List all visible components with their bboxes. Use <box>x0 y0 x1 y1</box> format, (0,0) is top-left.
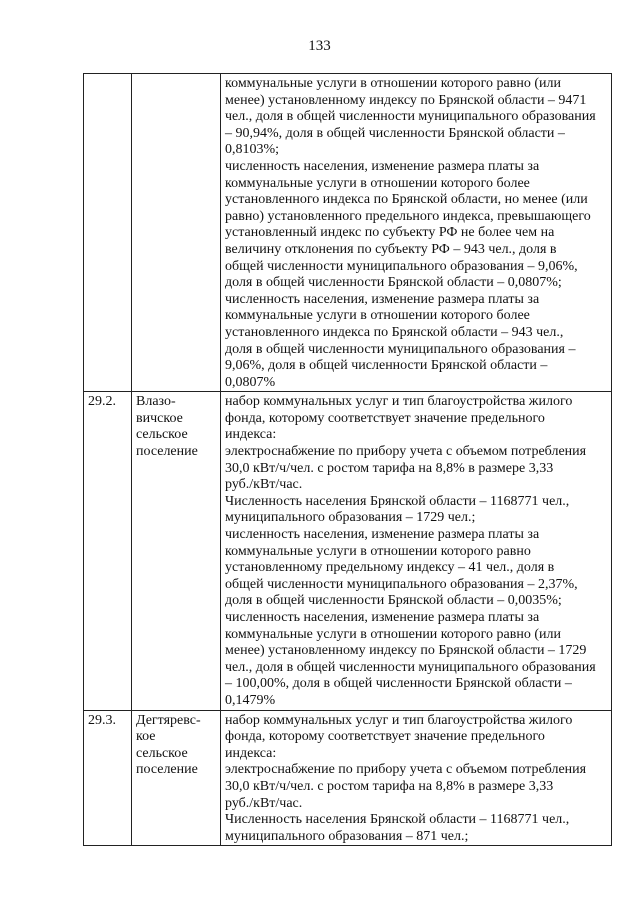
description-line: 0,0807% <box>225 374 276 390</box>
description-line: руб./кВт/час. <box>225 795 303 811</box>
description-line: Численность населения Брянской области – 1168771 чел., <box>225 812 570 828</box>
description-line: чел., доля в общей численности муниципального образования <box>225 109 596 125</box>
description-line: коммунальные услуги в отношении которого более <box>225 175 530 191</box>
description-line: руб./кВт/час. <box>225 477 303 493</box>
description-line: установленному предельному индексу – 41 чел., доля в <box>225 560 555 576</box>
description-line: фонда, которому соответствует значение предельного <box>225 410 545 426</box>
description-line: Численность населения Брянской области – 1168771 чел., <box>225 493 570 509</box>
settlement-name-line: поселение <box>136 444 198 460</box>
description-line: индекса: <box>225 745 277 761</box>
description-line: общей численности муниципального образования – 2,37%, <box>225 576 578 592</box>
row-number-cell: 29.3. <box>84 710 132 846</box>
description-line: набор коммунальных услуг и тип благоустройства жилого <box>225 394 573 410</box>
description-line: 30,0 кВт/ч/чел. с ростом тарифа на 8,8% в размере 3,33 <box>225 460 554 476</box>
row-number-cell: 29.2. <box>84 392 132 710</box>
description-line: набор коммунальных услуг и тип благоустройства жилого <box>225 712 573 728</box>
page-number: 133 <box>308 38 331 54</box>
municipal-table <box>83 73 612 846</box>
description-line: доля в общей численности Брянской области – 0,0035%; <box>225 593 562 609</box>
description-line: коммунальные услуги в отношении которого более <box>225 308 530 324</box>
description-line: муниципального образования – 1729 чел.; <box>225 510 476 526</box>
description-line: менее) установленному индексу по Брянской области – 1729 <box>225 643 587 659</box>
description-line: численность населения, изменение размера платы за <box>225 527 540 543</box>
description-line: общей численности муниципального образования – 9,06%, <box>225 258 578 274</box>
settlement-name-cell <box>132 710 221 846</box>
settlement-name-cell <box>132 74 221 392</box>
description-line: доля в общей численности муниципального образования – <box>225 341 576 357</box>
description-line: менее) установленному индексу по Брянской области – 9471 <box>225 92 587 108</box>
table-row <box>84 392 612 710</box>
settlement-name-cell <box>132 392 221 710</box>
description-line: 0,1479% <box>225 692 276 708</box>
settlement-name-line: сельское <box>136 427 188 443</box>
settlement-name-line: сельское <box>136 745 188 761</box>
row-number-cell <box>84 74 132 392</box>
description-line: индекса: <box>225 427 277 443</box>
description-line: коммунальные услуги в отношении которого равно <box>225 543 531 559</box>
description-cell <box>221 392 612 710</box>
description-line: численность населения, изменение размера платы за <box>225 610 540 625</box>
settlement-name-line: вичское <box>136 410 183 426</box>
description-line: численность населения, изменение размера платы за <box>225 291 540 307</box>
table-row <box>84 710 612 846</box>
description-cell <box>221 74 612 392</box>
description-line: – 100,00%, доля в общей численности Брянской области – <box>225 676 572 692</box>
description-line: коммунальные услуги в отношении которого равно (или <box>225 626 561 642</box>
description-line: установленного индекса по Брянской области – 943 чел., <box>225 324 564 340</box>
description-line: 30,0 кВт/ч/чел. с ростом тарифа на 8,8% в размере 3,33 <box>225 778 554 794</box>
description-line: доля в общей численности Брянской области – 0,0807%; <box>225 275 562 291</box>
description-line: электроснабжение по прибору учета с объемом потребления <box>225 762 587 778</box>
description-line: фонда, которому соответствует значение предельного <box>225 729 545 745</box>
description-line: муниципального образования – 871 чел.; <box>225 828 469 844</box>
description-line: установленный индекс по субъекту РФ не более чем на <box>225 225 555 241</box>
description-line: – 90,94%, доля в общей численности Брянской области – <box>225 125 565 141</box>
description-line: чел., доля в общей численности муниципального образования <box>225 659 596 675</box>
description-line: 9,06%, доля в общей численности Брянской области – <box>225 358 548 374</box>
description-line: установленного индекса по Брянской области, но менее (или <box>225 192 588 208</box>
settlement-name-line: Влазо- <box>136 394 176 410</box>
description-line: 0,8103%; <box>225 142 280 158</box>
settlement-name-line: Дегтяревс- <box>136 712 201 728</box>
description-line: коммунальные услуги в отношении которого равно (или <box>225 76 561 91</box>
description-line: численность населения, изменение размера платы за <box>225 158 540 174</box>
table-row <box>84 74 612 392</box>
description-line: электроснабжение по прибору учета с объемом потребления <box>225 444 587 460</box>
description-cell <box>221 710 612 846</box>
settlement-name-line: поселение <box>136 762 198 778</box>
description-line: равно) установленного предельного индекса, превышающего <box>225 208 591 224</box>
settlement-name-line: кое <box>136 729 156 745</box>
description-line: величину отклонения по субъекту РФ – 943 чел., доля в <box>225 241 557 257</box>
